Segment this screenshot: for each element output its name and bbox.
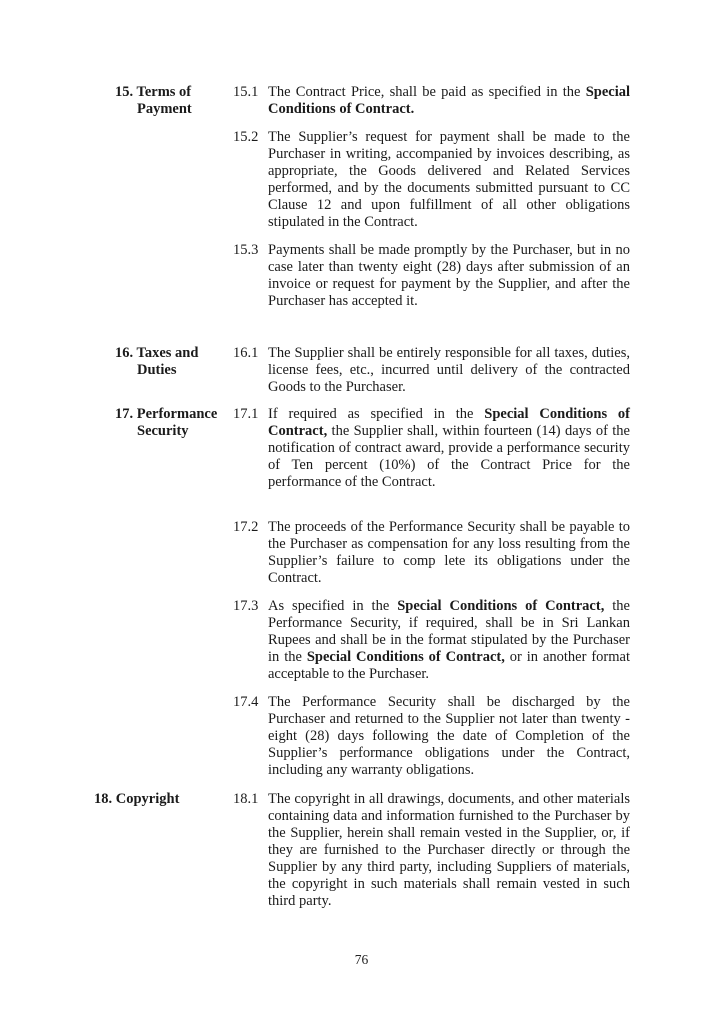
section-heading-column: [94, 791, 233, 808]
section-clauses: [233, 406, 630, 779]
section-heading: 17. Performance Security: [115, 406, 218, 439]
clause-text: The Performance Security shall be discharged by the Purchaser and returned to the Supplier not later than twenty -eight (28) days following the date of Completion of the Supplier’s performance obligations under the Contract, including any warranty obligations.: [268, 694, 630, 778]
contract-clause: [233, 84, 630, 118]
clause-text: If required as specified in the Special Conditions of Contract, the Supplier shall, within fourteen (14) days of the notification of contract award, provide a performance security of Ten percent (10%) of the Contract Price for the performance of the Contract.: [268, 406, 630, 490]
clause-number: 17.4: [233, 694, 259, 710]
contract-clause: [233, 129, 630, 231]
section-heading-column: [94, 84, 233, 118]
section-clauses: [233, 791, 630, 910]
clause-number: 17.1: [233, 406, 259, 422]
clause-number: 18.1: [233, 791, 259, 807]
clause-text: Payments shall be made promptly by the Purchaser, but in no case later than twenty eight (28) days after submission of an invoice or request for payment by the Supplier, and after the Purchaser has accepted it.: [268, 242, 630, 309]
clause-text: The Supplier shall be entirely responsible for all taxes, duties, license fees, etc., incurred until delivery of the contracted Goods to the Purchaser.: [268, 345, 630, 395]
section-heading: 18. Copyright: [94, 791, 180, 807]
contract-clause: [233, 406, 630, 491]
contract-clause: [233, 519, 630, 587]
contract-section: [94, 345, 630, 396]
page-number: 76: [354, 952, 369, 967]
clause-number: 15.1: [233, 84, 259, 100]
section-clauses: [233, 345, 630, 396]
contract-clause: [233, 598, 630, 683]
clause-text: The Contract Price, shall be paid as specified in the Special Conditions of Contract.: [268, 84, 630, 117]
clause-text: The proceeds of the Performance Security shall be payable to the Purchaser as compensation for any loss resulting from the Supplier’s failure to comp lete its obligations under the Contract.: [268, 519, 630, 586]
clause-number: 15.2: [233, 129, 259, 145]
section-heading: 16. Taxes and Duties: [115, 345, 199, 378]
contract-sections: [94, 84, 630, 910]
contract-section: [94, 791, 630, 910]
section-heading: 15. Terms of Payment: [115, 84, 192, 117]
clause-number: 16.1: [233, 345, 259, 361]
contract-section: [94, 406, 630, 779]
clause-text: The Supplier’s request for payment shall be made to the Purchaser in writing, accompanied by invoices describing, as appropriate, the Goods delivered and Related Services performed, and by the documents submitted pursuant to CC Clause 12 and upon fulfillment of all other obligations stipulated in the Contract.: [268, 129, 630, 230]
clause-number: 17.3: [233, 598, 259, 614]
contract-clause: [233, 345, 630, 396]
clause-number: 17.2: [233, 519, 259, 535]
section-heading-column: [94, 345, 233, 379]
contract-section: [94, 84, 630, 310]
clause-text: As specified in the Special Conditions of Contract, the Performance Security, if required, shall be in Sri Lankan Rupees and shall be in the format stipulated by the Purchaser in the Special Conditions of Contract, or in another format acceptable to the Purchaser.: [268, 598, 630, 682]
section-heading-column: [94, 406, 233, 440]
contract-clause: [233, 242, 630, 310]
section-clauses: [233, 84, 630, 310]
contract-clause: [233, 694, 630, 779]
clause-number: 15.3: [233, 242, 259, 258]
contract-clause: [233, 791, 630, 910]
clause-text: The copyright in all drawings, documents, and other materials containing data and information furnished to the Purchaser by the Supplier, herein shall remain vested in the Supplier, or, if they are furnished to the Purchaser directly or through the Supplier by any third party, including Suppliers of materials, the copyright in such materials shall remain vested in such third party.: [268, 791, 630, 909]
